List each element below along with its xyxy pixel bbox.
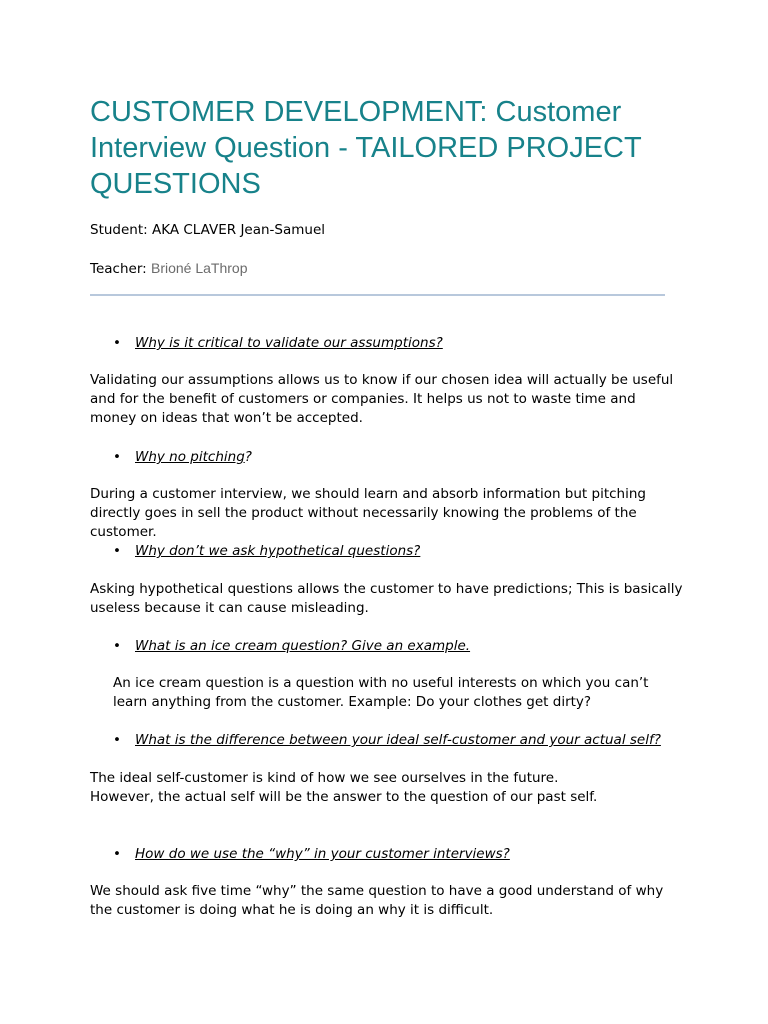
horizontal-divider: [90, 294, 665, 296]
teacher-name: Brioné LaThrop: [150, 260, 248, 276]
question-item: [113, 542, 420, 560]
question-suffix: ?: [244, 449, 252, 465]
answer-line: The ideal self-customer is kind of how we see ourselves in the future.: [90, 770, 559, 786]
student-label: Student:: [90, 222, 148, 238]
question-item: [113, 334, 443, 352]
answer-paragraph: Validating our assumptions allows us to know if our chosen idea will actually be useful and for the benefit of customers or companies. It helps us not to waste time and money on ideas that won’t be accepted.: [90, 372, 674, 426]
question-text: Why is it critical to validate our assumptions?: [135, 335, 443, 351]
question-item: [113, 448, 252, 466]
answer-paragraph: During a customer interview, we should learn and absorb information but pitching directly goes in sell the product without necessarily knowing the problems of the customer.: [90, 486, 646, 540]
question-text: How do we use the “why” in your customer interviews?: [135, 846, 510, 862]
question-item: [113, 731, 661, 749]
question-item: [113, 637, 470, 655]
bullet-icon: •: [113, 846, 121, 862]
student-line: [90, 221, 325, 239]
question-text: Why no pitching: [135, 449, 245, 465]
answer-paragraph: Asking hypothetical questions allows the customer to have predictions; This is basically useless because it can cause misleading.: [90, 581, 683, 616]
bullet-icon: •: [113, 638, 121, 654]
bullet-icon: •: [113, 335, 121, 351]
answer-paragraph: An ice cream question is a question with no useful interests on which you can’t learn anything from the customer. Example: Do your clothes get dirty?: [113, 675, 649, 710]
answer-line: However, the actual self will be the answer to the question of our past self.: [90, 789, 598, 805]
page-title: CUSTOMER DEVELOPMENT: Customer Interview Question - TAILORED PROJECT QUESTIONS: [90, 96, 642, 200]
bullet-icon: •: [113, 732, 121, 748]
student-name: AKA CLAVER Jean-Samuel: [152, 222, 326, 238]
bullet-icon: •: [113, 449, 121, 465]
bullet-icon: •: [113, 543, 121, 559]
answer-paragraph: [90, 769, 685, 807]
teacher-line: [90, 259, 248, 278]
question-text: Why don’t we ask hypothetical questions?: [135, 543, 421, 559]
answer-paragraph: We should ask five time “why” the same question to have a good understand of why the customer is doing what he is doing an why it is difficult.: [90, 883, 664, 918]
teacher-label: Teacher:: [90, 261, 147, 277]
question-text: What is an ice cream question? Give an example.: [135, 638, 471, 654]
question-text: What is the difference between your ideal self-customer and your actual self?: [135, 732, 661, 748]
question-item: [113, 845, 510, 863]
